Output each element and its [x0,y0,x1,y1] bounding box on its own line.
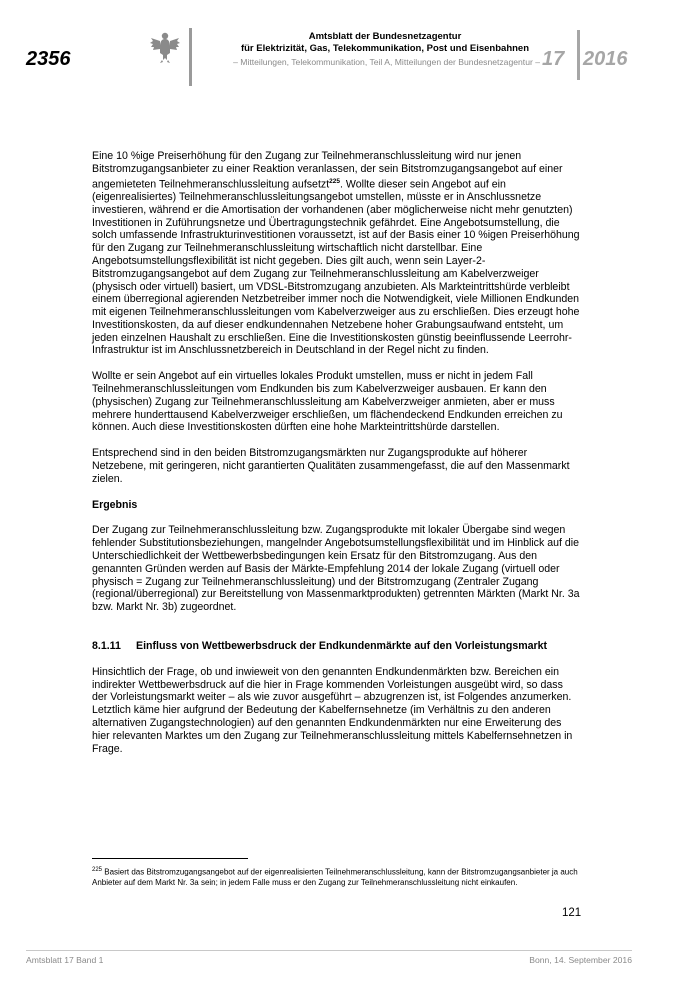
paragraph-1-text-b: . Wollte dieser sein Angebot auf ein (eigenrealisiertes) Teilnehmeranschlussleitungsangebot umstellen, müsste er in Anschlussnetze investieren, während er die Amortisation der vorhandenen (aber möglicherweise nicht mehr genutzten) Investitionen in Zuführungsnetze und Übertragungstechnik gefährdet. Eine Angebotsumstellung, die solch umfassende Infrastrukturinvestitionen voraussetzt, ist auf der Basis einer 10 %igen Preiserhöhung für den Zugang zur Teilnehmeranschlussleitung wirtschaftlich nicht darstellbar. Eine Angebotsumstellungsflexibilität ist nicht gegeben. Dies gilt auch, wenn sein Layer-2-Bitstromzugangsangebot auf dem Zugang zur Teilnehmeranschlussleitung am Kabelverzweiger (physisch oder virtuell) basiert, um VDSL-Bitstromzugang anzubieten. Als Markteintrittshürde verbleibt einem überregional agierenden Netzbetreiber immer noch die Notwendigkeit, viele Millionen Endkunden mit eigenen Teilnehmeranschlussleitungen vom Kabelverzweiger aus zu erschließen. Dies erzeugt hohe Investitionskosten, da auf dieser endkundennahen Netzebene hoher Grabungsaufwand entsteht, um jeden einzelnen Haushalt zu erschließen. Eine die Investitionskosten günstig beeinflussende Leerrohr-Infrastruktur ist im Anschlussnetzbereich in Deutschland in der Regel nicht zu finden. [92,178,580,357]
paragraph-5: Hinsichtlich der Frage, ob und inwieweit von den genannten Endkundenmärkten bzw. Bereichen ein indirekter Wettbewerbsdruck auf die hier in Frage kommenden Vorleistungen ausgeübt wird, so dass der Vorleistungsmarkt weiter – als wie zuvor ausgeführt – abzugrenzen ist, ist Folgendes anzumerken. Letztlich käme hier aufgrund der Bedeutung der Kabelfernsehnetze (im Verhältnis zu den anderen alternativen Zugangstechnologien) auf den genannten Endkundenmärkten nur eine Erweiterung des hier relevanten Marktes um den Zugang zur Teilnehmeranschlussleitung mittels Kabelfernsehnetzen in Frage. [92,665,573,755]
paragraph-1-text-a: Eine 10 %ige Preiserhöhung für den Zugang zur Teilnehmeranschlussleitung wird nur jenen Bitstromzugangsanbieter zu einer Reaktion veranlassen, der sein Bitstromzugangsangebot auf einer angemieteten Teilnehmeranschlussleitung aufsetzt [92,150,563,191]
publication-title: Amtsblatt der Bundesnetzagentur [308,31,462,42]
paragraph-3: Entsprechend sind in den beiden Bitstromzugangsmärkten nur Zugangsprodukte auf höherer Netzebene, mit geringeren, nicht garantierten Qualitäten zusammengefasst, die auf den Massenmarkt zielen. [92,447,570,485]
section-heading [92,640,580,653]
footnote-reference[interactable]: 225 [329,177,340,185]
paragraph-2: Wollte er sein Angebot auf ein virtuelles lokales Produkt umstellen, muss er nicht in jedem Fall Teilnehmeranschlussleitungen vom Endkunden bis zum Kabelverzweiger ausbauen. Er kann den (physischen) Zugang zur Teilnehmeranschlussleitung am Kabelverzweiger anmieten, aber er muss mehrere hunderttausend Kabelverzweiger erschließen, um flächendeckend Endkunden erreichen zu können. Auch diese Investitionskosten dürften eine hohe Markteintrittshürde darstellen. [92,370,563,434]
issue-year: 2016 [583,48,628,70]
header-divider [189,28,192,86]
issue-divider [577,30,580,80]
federal-eagle-icon [150,30,180,64]
paragraph-1 [92,150,580,357]
footnote-text: Basiert das Bitstromzugangsangebot auf der eigenrealisierten Teilnehmeranschlussleitung, kann der Bitstromzugangsanbieter ja auch Anbieter auf dem Markt Nr. 3a sein; in jedem Falle muss er den Zugang zur Teilnehmeranschlussleitung nicht einkaufen. [92,867,578,887]
footer-page-number: 121 [562,907,582,919]
paragraph-4: Der Zugang zur Teilnehmeranschlussleitung bzw. Zugangsprodukte mit lokaler Übergabe sind wegen fehlender Substitutionsbeziehungen, mangelnder Angebotsumstellungsflexibilität und im Hinblick auf die Unterschiedlichkeit der Wettbewerbsbedingungen kein Ersatz für den Bitstromzugang. Aus den genannten Gründen werden auf Basis der Märkte-Empfehlung 2014 der lokale Zugang (virtuell oder physisch = Zugang zur Teilnehmeranschlussleitung) und der Bitstromzugang (Zentraler Zugang (regional/überregional) zur Bereitstellung von Massenmarktprodukten) getrennten Märkten (Markt Nr. 3a bzw. Markt Nr. 3b) zugeordnet. [92,524,580,614]
heading-ergebnis: Ergebnis [92,498,138,511]
issue-number: 17 [542,48,565,70]
footnote-number: 225 [92,867,103,873]
page-number: 2356 [26,48,71,70]
section-subtitle: – Mitteilungen, Telekommunikation, Teil A, Mitteilungen der Bundesnetzagentur – [233,57,540,67]
footer-volume: Amtsblatt 17 Band 1 [26,955,104,965]
footer-divider [26,950,632,951]
document-body [92,150,580,768]
publication-subtitle: für Elektrizität, Gas, Telekommunikation, Post und Eisenbahnen [240,43,530,54]
footnote [92,865,582,888]
footnote-divider [92,858,248,859]
footer-date: Bonn, 14. September 2016 [529,955,632,965]
section-number: 8.1.11 [92,640,121,653]
section-title: Einfluss von Wettbewerbsdruck der Endkundenmärkte auf den Vorleistungsmarkt [136,640,548,653]
